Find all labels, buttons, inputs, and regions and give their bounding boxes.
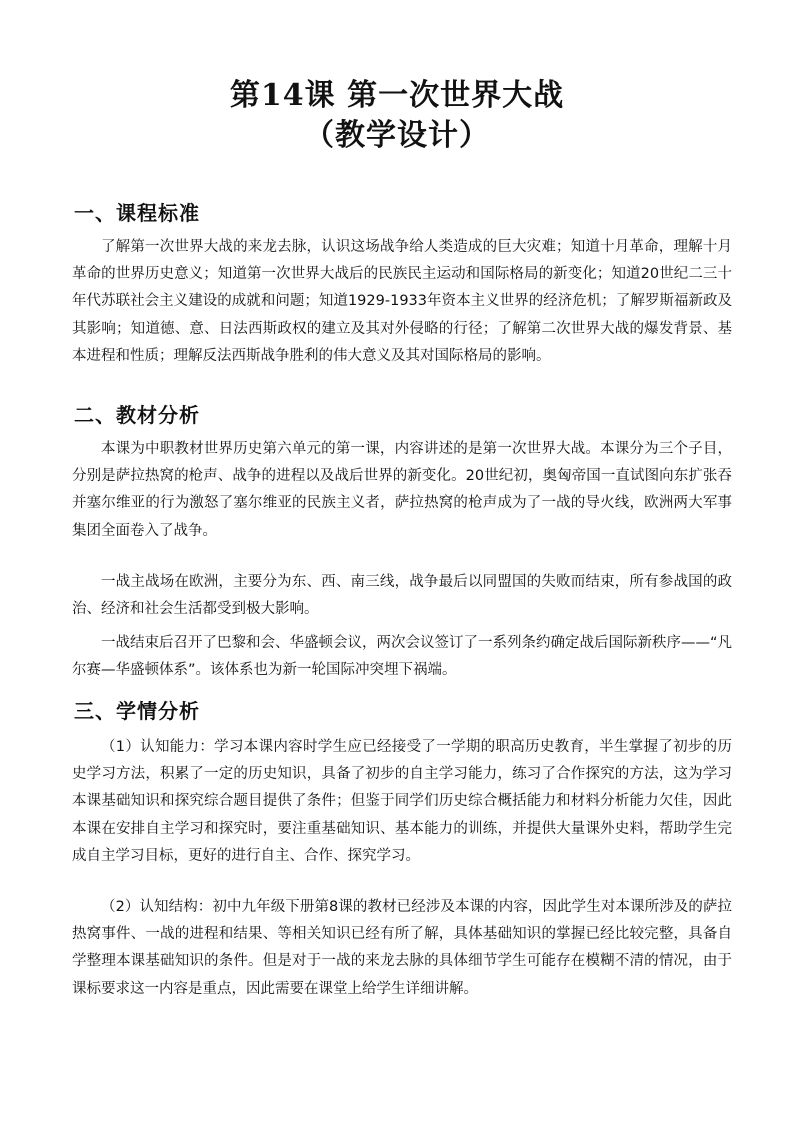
paragraph-textbook-analysis-3: 一战结束后召开了巴黎和会、华盛顿会议，两次会议签订了一系列条约确定战后国际新秩序——“凡尔赛—华盛顿体系”。该体系也为新一轮国际冲突埋下祸端。 — [72, 635, 733, 679]
paragraph-curriculum-standard: 了解第一次世界大战的来龙去脉，认识这场战争给人类造成的巨大灾难；知道十月革命，理解十月革命的世界历史意义；知道第一次世界大战后的民族民主运动和国际格局的新变化；知道20世纪二三十年代苏联社会主义建设的成就和问题；知道1929-1933年资本主义世界的经济危机；了解罗斯福新政及其影响；知道德、意、日法西斯政权的建立及其对外侵略的行径；了解第二次世界大战的爆发背景、基本进程和性质；理解反法西斯战争胜利的伟大意义及其对国际格局的影响。 — [72, 239, 732, 364]
paragraph-learner-analysis-structure: （2）认知结构：初中九年级下册第8课的教材已经涉及本课的内容，因此学生对本课所涉及的萨拉热窝事件、一战的进程和结果、等相关知识已经有所了解，具体基础知识的掌握已经比较完整，具备自学整理本课基础知识的条件。但是对于一战的来龙去脉的具体细节学生可能存在模糊不清的情况，由于课标要求这一内容是重点，因此需要在课堂上给学生详细讲解。 — [72, 899, 732, 997]
paragraph-textbook-analysis-1: 本课为中职教材世界历史第六单元的第一课，内容讲述的是第一次世界大战。本课分为三个子目，分别是萨拉热窝的枪声、战争的进程以及战后世界的新变化。20世纪初，奥匈帝国一直试图向东扩张吞并塞尔维亚的行为激怒了塞尔维亚的民族主义者，萨拉热窝的枪声成为了一战的导火线，欧洲两大军事集团全面卷入了战争。 — [72, 441, 732, 539]
section-heading-textbook-analysis: 二、教材分析 — [74, 403, 200, 427]
paragraph-textbook-analysis-2: 一战主战场在欧洲，主要分为东、西、南三线，战争最后以同盟国的失败而结束，所有参战国的政治、经济和社会生活都受到极大影响。 — [72, 574, 732, 618]
paragraph-learner-analysis-ability: （1）认知能力：学习本课内容时学生应已经接受了一学期的职高历史教育，半生掌握了初步的历史学习方法，积累了一定的历史知识，具备了初步的自主学习能力，练习了合作探究的方法，这为学习本课基础知识和探究综合题目提供了条件；但鉴于同学们历史综合概括能力和材料分析能力欠佳，因此本课在安排自主学习和探究时，要注重基础知识、基本能力的训练，并提供大量课外史料，帮助学生完成自主学习目标，更好的进行自主、合作、探究学习。 — [72, 739, 732, 864]
section-heading-curriculum-standard: 一、课程标准 — [74, 201, 200, 225]
lesson-title: 第14课 第一次世界大战 — [229, 78, 565, 113]
lesson-subtitle: （教学设计） — [304, 118, 490, 153]
section-heading-learner-analysis: 三、学情分析 — [74, 699, 200, 723]
